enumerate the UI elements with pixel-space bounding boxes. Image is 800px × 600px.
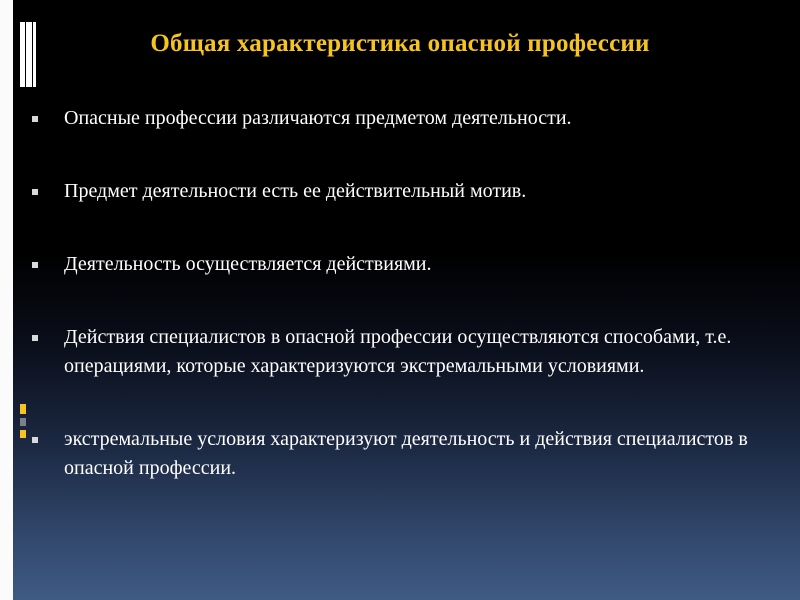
bullet-item	[30, 425, 790, 483]
slide-title: Общая характеристика опасной профессии	[150, 30, 650, 57]
bullet-square-icon	[32, 116, 38, 122]
bullet-square-icon	[32, 437, 38, 443]
left-decor-strip	[0, 0, 13, 600]
bullet-text: Деятельность осуществляется действиями.	[64, 253, 432, 275]
bullet-square-icon	[32, 335, 38, 341]
bullet-text: Предмет деятельности есть ее действительный мотив.	[64, 180, 527, 202]
bullet-list	[30, 104, 790, 483]
decor-square-gold	[20, 404, 26, 414]
bullet-item	[30, 177, 790, 206]
bullet-square-icon	[32, 189, 38, 195]
bullet-text: Опасные профессии различаются предметом деятельности.	[64, 107, 572, 129]
decor-square-gray	[20, 418, 26, 426]
bullet-item	[30, 323, 790, 381]
decor-square-gold	[20, 430, 26, 438]
bullet-text: Действия специалистов в опасной профессии осуществляются способами, т.е. операциями, которые характеризуются экстремальными условиями.	[64, 326, 732, 377]
bullet-item	[30, 250, 790, 279]
bullet-square-icon	[32, 262, 38, 268]
bullet-text: экстремальные условия характеризуют деятельность и действия специалистов в опасной профессии.	[64, 428, 748, 479]
bullet-item	[30, 104, 790, 133]
